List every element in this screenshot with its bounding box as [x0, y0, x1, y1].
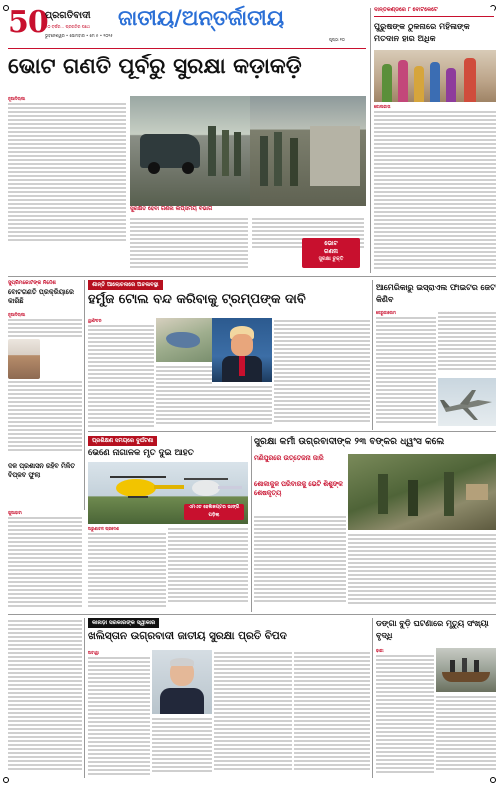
helicopter-headline: ଭେଣେ ନାଗାଳକ ମୃତ ଦୁଇ ଆହତ [88, 448, 194, 458]
right-headline: ଆମେରିକାରୁ ଇସ୍ରାଏଲ ଫାଇଟର ଜେଟ କିଣିବ [376, 283, 496, 304]
bottom-left-headline: ଦଳ ପ୍ରଶାସନ ରହିବ ମିଳିତ ବିପ୍ଳବ ଫୁଲା [8, 462, 75, 479]
trump-photo [212, 318, 272, 382]
trump-column-4 [274, 318, 370, 428]
khalistan-kicker: କାନାଡ଼ା ସରକାରଙ୍କ ସ୍ୱୀକାର [88, 618, 159, 628]
trump-byline: ୱାଶିଂଟନ [88, 318, 102, 323]
khalistan-column-1 [88, 650, 150, 778]
helicopter-byline: ଅରୁଣାଚଳ ପ୍ରଦେଶ [88, 526, 120, 531]
lead-photo-right [250, 96, 366, 206]
jubilee-number: 50 [8, 5, 48, 40]
trump-kicker: ଶାନ୍ତି ଆଲୋଚନାରେ ଅଚଳାବସ୍ଥା [88, 280, 163, 290]
sidebar-top-credit: କୋଲକାତା [374, 104, 391, 109]
security-sub-1: ମଣିପୁରରେ ଉତ୍ତେଜନା ଜାରି [254, 454, 324, 462]
lead-column-2 [130, 216, 248, 274]
date-line: ଭୁବନେଶ୍ୱର • ସୋମବାର • ମେ ୫ • ୨୦୨୫ [45, 33, 113, 38]
page-number: ପୃଷ୍ଠା ୧୦ [329, 37, 345, 42]
masthead-rule [8, 48, 366, 49]
masthead-logo [8, 5, 113, 49]
official-portrait-photo [152, 650, 212, 714]
sidebar-top-headline: ପୁରୁଷଙ୍କ ଠୁଳନାରେ ମହିଳାଙ୍କ ମତଦାନ ହାର ଅଧିକ [374, 21, 470, 43]
boat-byline: ଢାକା [376, 648, 384, 653]
helicopter-column-2 [168, 526, 248, 610]
sidebar-top-body [374, 104, 496, 272]
left-headline: ବୋଟଗଣତି ପ୍ରକ୍ରିୟାରେ କାରିଛି [8, 288, 74, 305]
portrait-photo [8, 339, 40, 379]
voters-queue-photo [374, 50, 496, 102]
lead-byline: ନୂଆଦିଲ୍ଲୀ [8, 96, 26, 101]
badge-line-3: ସୁରକ୍ଷା ଚୁକ୍ତି [318, 256, 344, 262]
boat-shape [442, 672, 490, 682]
helicopter-photo-label: ଏମଏଚ ହେଲିକପ୍ଟର ଭାଙ୍ଗି ପଡ଼ିଲା [184, 504, 244, 520]
face-shape [231, 334, 253, 356]
khalistan-headline: ଖଲିସ୍ତାନ ଉଗ୍ରବାଦୀ ଜାତୀୟ ସୁରକ୍ଷା ପ୍ରତି ବିପଦ [88, 630, 287, 642]
fighter-jet-photo [438, 378, 496, 426]
bottom-left-column [8, 618, 82, 778]
guard-figure [234, 132, 241, 176]
newspaper-name: ପ୍ରଗତିବାଦୀ [45, 10, 91, 21]
khalistan-byline: ଅଟାୱା [88, 650, 99, 655]
left-kicker: ସୁପ୍ରିମକୋର୍ଟଙ୍କ ନିର୍ଦ୍ଦେଶ [8, 280, 56, 286]
badge-line-2: ଗଣନା [324, 248, 338, 255]
sidebar-top-kicker: ଦାନ୍ତିକଣ୍ଡରେ ୮ ବୋଟକେଟେ [374, 7, 494, 17]
boat-headline: ଡଙ୍ଗା ବୁଡ଼ି ଘଟଣାରେ ମୃତ୍ୟୁ ସଂଖ୍ୟା ବୃଦ୍ଧି [376, 619, 489, 640]
section-title: ଜାତୀୟ/ଅନ୍ତର୍ଜାତୀୟ [118, 6, 285, 30]
bottom-left-body [8, 510, 82, 610]
trump-kicker-band [88, 280, 250, 290]
helicopter-column-1 [88, 526, 166, 610]
khalistan-column-3 [214, 650, 292, 778]
right-column-2 [438, 310, 496, 376]
hair-shape [170, 658, 194, 666]
left-column-body [8, 312, 82, 460]
tagline: ୫୦ ବର୍ଷର... ପ୍ରଗତିର ପଥେ [45, 24, 90, 29]
left-byline: ନୂଆଦିଲ୍ଲୀ [8, 312, 26, 317]
lead-column-1 [8, 96, 126, 241]
trump-column-2 [156, 364, 212, 428]
boat-column-2 [436, 694, 496, 778]
boat-photo [436, 648, 496, 692]
security-photo [348, 454, 496, 530]
khalistan-kicker-band [88, 618, 218, 628]
helicopter-kicker: ପ୍ରଶିକ୍ଷଣ ସମୟରେ ଦୁର୍ଘଟଣା [88, 436, 157, 446]
security-column-2 [348, 532, 496, 610]
jet-icon [438, 378, 496, 426]
right-byline: ଜେରୁଜାଲେମ [376, 310, 396, 315]
lead-photo [130, 96, 250, 206]
tie-shape [239, 356, 245, 376]
security-column-1 [254, 514, 346, 610]
map-photo [156, 318, 212, 362]
lead-caption: ସୁରକ୍ଷିତ ହେବା ଗଣନା ଲିପ୍ସମୟ ବିଭାଗ [130, 206, 366, 214]
security-sub-2: ଶୋକାକୁଳ ପରିବାରକୁ ଭେଟି ଶିଶୁଙ୍କ ଶେଷକୃତ୍ୟ [254, 480, 343, 497]
khalistan-column-4 [294, 650, 370, 778]
helicopter-kicker-band [88, 436, 248, 446]
helicopter-photo [88, 462, 248, 524]
lead-headline: ଭୋଟ ଗଣତି ପୂର୍ବରୁ ସୁରକ୍ଷା କଡ଼ାକଡ଼ି [8, 54, 302, 79]
badge-line-1: ଭୋଟ [324, 240, 338, 247]
trump-headline: ହର୍ମୁଜ ଟୋଲ ବନ୍ଦ କରିବାକୁ ଟ୍ରମ୍ପଙ୍କ ଦାବି [88, 292, 306, 307]
suit-shape [160, 688, 204, 714]
trump-column-1 [88, 318, 154, 428]
lead-column-3 [252, 216, 364, 274]
khalistan-column-2 [152, 716, 212, 778]
bottom-left-byline: ଗୁଆହାଟୀ [8, 510, 22, 515]
guard-figure [208, 126, 216, 176]
boat-column-1 [376, 648, 434, 778]
trump-column-3 [212, 384, 272, 428]
lead-badge [302, 238, 360, 268]
right-column-1 [376, 310, 436, 430]
security-headline: ସୁରକ୍ଷା କର୍ମୀ ଉଗ୍ରବାଦୀଙ୍କ ୨୩ ବଙ୍କର ଧ୍ୱଂସ କଲେ [254, 436, 445, 447]
guard-figure [222, 130, 229, 176]
